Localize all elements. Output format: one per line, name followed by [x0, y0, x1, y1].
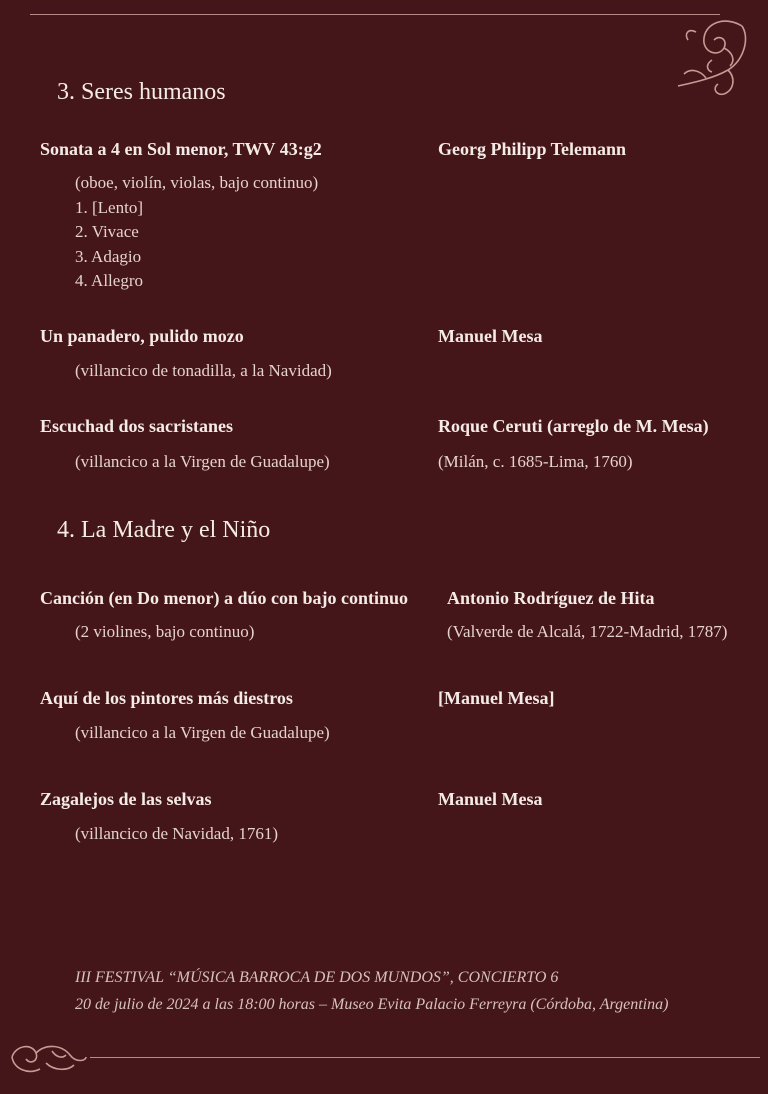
piece-detail: (villancico a la Virgen de Guadalupe): [75, 452, 330, 471]
baroque-scroll-icon: [6, 1037, 88, 1079]
movement-item: 1. [Lento]: [75, 198, 143, 217]
movement-item: 3. Adagio: [75, 247, 142, 266]
movement-item: 4. Allegro: [75, 271, 143, 290]
baroque-scroll-icon: [666, 12, 750, 100]
composer-mesa-bracketed: [Manuel Mesa]: [438, 688, 555, 708]
composer-detail: (Valverde de Alcalá, 1722-Madrid, 1787): [447, 622, 728, 641]
bottom-divider: [90, 1057, 760, 1058]
piece-title-panadero: Un panadero, pulido mozo: [40, 326, 244, 346]
composer-ceruti: Roque Ceruti (arreglo de M. Mesa): [438, 416, 709, 436]
piece-title-pintores: Aquí de los pintores más diestros: [40, 688, 293, 708]
movement-item: 2. Vivace: [75, 222, 139, 241]
top-divider: [30, 14, 720, 15]
piece-detail: (villancico de tonadilla, a la Navidad): [75, 361, 332, 380]
composer-telemann: Georg Philipp Telemann: [438, 139, 627, 159]
section-title-seres-humanos: 3. Seres humanos: [57, 79, 226, 105]
composer-hita: Antonio Rodríguez de Hita: [447, 588, 655, 608]
piece-detail: (oboe, violín, violas, bajo continuo): [75, 173, 319, 192]
piece-title-zagalejos: Zagalejos de las selvas: [40, 789, 212, 809]
piece-detail: (villancico a la Virgen de Guadalupe): [75, 723, 330, 742]
footer-date-venue: 20 de julio de 2024 a las 18:00 horas – Museo Evita Palacio Ferreyra (Córdoba, Argentina): [75, 996, 669, 1013]
section-title-madre-nino: 4. La Madre y el Niño: [57, 517, 271, 543]
piece-detail: (villancico de Navidad, 1761): [75, 824, 278, 843]
piece-title-sonata: Sonata a 4 en Sol menor, TWV 43:g2: [40, 139, 322, 159]
piece-detail: (2 violines, bajo continuo): [75, 622, 255, 641]
piece-title-sacristanes: Escuchad dos sacristanes: [40, 416, 234, 436]
composer-detail: (Milán, c. 1685-Lima, 1760): [438, 452, 633, 471]
composer-mesa: Manuel Mesa: [438, 789, 543, 809]
footer-festival: III FESTIVAL “MÚSICA BARROCA DE DOS MUNDOS”, CONCIERTO 6: [75, 969, 559, 986]
piece-title-cancion: Canción (en Do menor) a dúo con bajo continuo: [40, 588, 409, 608]
composer-mesa: Manuel Mesa: [438, 326, 543, 346]
